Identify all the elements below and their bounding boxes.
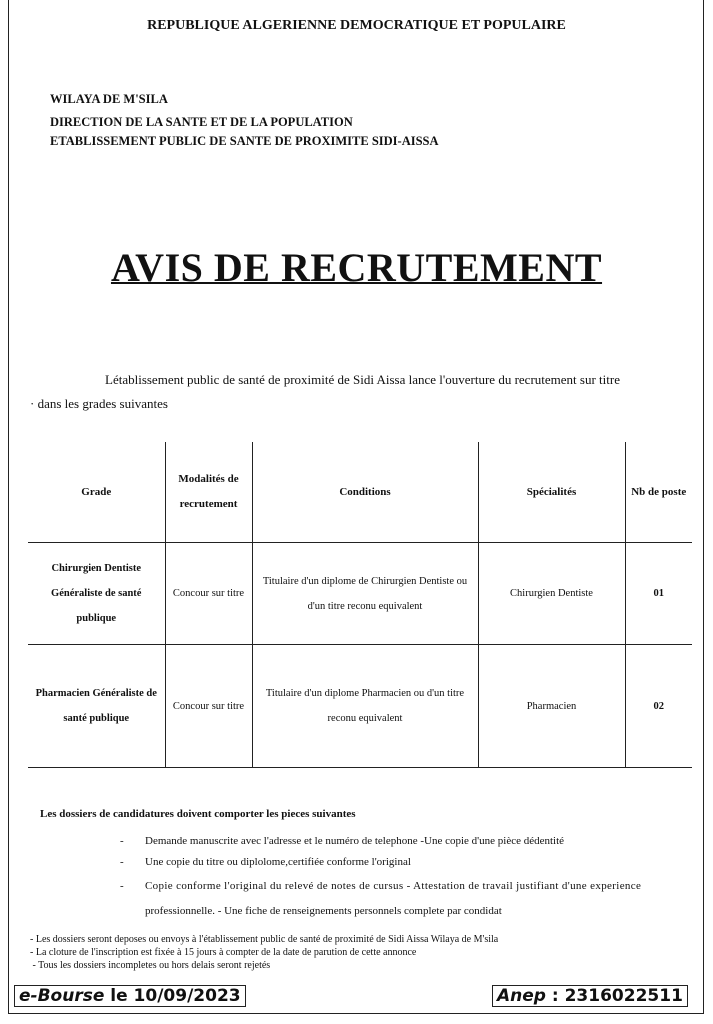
table-row <box>28 645 692 768</box>
list-item-text: Une copie du titre ou diplolome,certifiée conforme l'original <box>145 856 411 868</box>
publication-date: le 10/09/2023 <box>110 986 241 1006</box>
col-grade: Grade <box>28 442 165 543</box>
list-item: - Copie conforme l'original du relevé de notes de cursus - Attestation de travail justifiant d'une experience <box>120 880 642 892</box>
anep-label: Anep <box>497 986 546 1006</box>
org-wilaya: WILAYA DE M'SILA <box>50 92 168 106</box>
anep-box <box>492 985 688 1007</box>
source-date-box <box>14 985 246 1007</box>
list-item: - Demande manuscrite avec l'adresse et le numéro de telephone -Une copie d'une pièce dédentité <box>120 835 565 847</box>
list-item-continued: professionnelle. - Une fiche de renseignements personnels complete par condidat <box>145 905 502 917</box>
source-name: e-Bourse <box>19 986 105 1006</box>
col-specialites: Spécialités <box>478 442 625 543</box>
cell-modalite: Concour sur titre <box>165 645 252 768</box>
recruitment-table <box>28 442 692 768</box>
note: - Les dossiers seront deposes ou envoys à l'établissement public de santé de proximité de Sidi Aissa Wilaya de M'sila <box>30 934 499 945</box>
intro-line-2: · dans les grades suivantes <box>30 396 168 411</box>
col-conditions: Conditions <box>252 442 478 543</box>
table-row <box>28 543 692 645</box>
document-title: AVIS DE RECRUTEMENT <box>110 245 603 290</box>
cell-conditions: Titulaire d'un diplome de Chirurgien Dentiste ou d'un titre reconu equivalent <box>252 543 478 645</box>
org-establishment: ETABLISSEMENT PUBLIC DE SANTE DE PROXIMITE SIDI-AISSA <box>50 134 439 148</box>
org-direction: DIRECTION DE LA SANTE ET DE LA POPULATION <box>50 115 353 129</box>
list-item: - Une copie du titre ou diplolome,certifiée conforme l'original <box>120 856 411 868</box>
intro-line-1: Létablissement public de santé de proximité de Sidi Aissa lance l'ouverture du recrutement sur titre <box>105 372 620 387</box>
table-header-row <box>28 442 692 543</box>
note: - La cloture de l'inscription est fixée à 15 jours à compter de la date de parution de cette annonce <box>30 947 417 958</box>
col-nb-poste: Nb de poste <box>625 442 692 543</box>
cell-specialite: Pharmacien <box>478 645 625 768</box>
note: - Tous les dossiers incompletes ou hors delais seront rejetés <box>30 960 271 971</box>
cell-conditions: Titulaire d'un diplome Pharmacien ou d'un titre reconu equivalent <box>252 645 478 768</box>
cell-nb: 02 <box>625 645 692 768</box>
list-item-text: Demande manuscrite avec l'adresse et le numéro de telephone -Une copie d'une pièce dédentité <box>145 835 565 847</box>
cell-grade: Chirurgien Dentiste Généraliste de santé publique <box>28 543 165 645</box>
cell-modalite: Concour sur titre <box>165 543 252 645</box>
cell-nb: 01 <box>625 543 692 645</box>
list-item-text: Copie conforme l'original du relevé de notes de cursus - Attestation de travail justifiant d'une experience <box>145 880 642 892</box>
anep-number: : 2316022511 <box>551 986 683 1006</box>
cell-specialite: Chirurgien Dentiste <box>478 543 625 645</box>
republic-header: REPUBLIQUE ALGERIENNE DEMOCRATIQUE ET POPULAIRE <box>147 18 566 33</box>
cell-grade: Pharmacien Généraliste de santé publique <box>28 645 165 768</box>
col-modalites: Modalités de recrutement <box>165 442 252 543</box>
dossiers-title: Les dossiers de candidatures doivent comporter les pieces suivantes <box>40 808 356 820</box>
